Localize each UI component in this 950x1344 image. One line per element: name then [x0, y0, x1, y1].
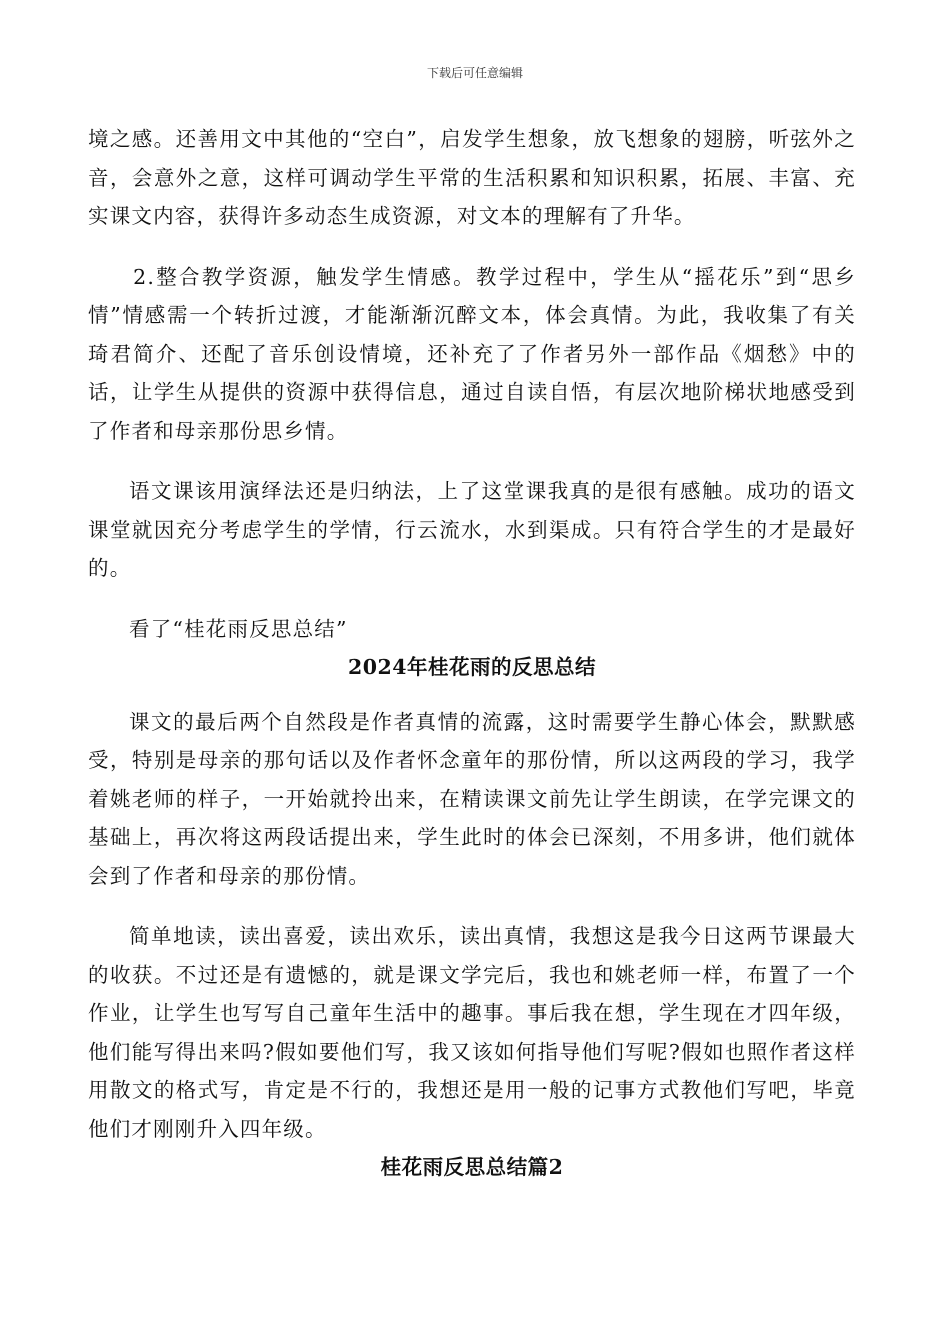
- paragraph-see-also: 看了“桂花雨反思总结”: [129, 616, 348, 641]
- section-heading-part2: 桂花雨反思总结篇2: [380, 1155, 564, 1179]
- section-heading-2024: 2024年桂花雨的反思总结: [347, 655, 597, 679]
- paragraph-numbered-2: 2.整合教学资源，触发学生情感。教学过程中，学生从“摇花乐”到“思乡情”情感需一个转折过渡，才能渐渐沉醉文本，体会真情。为此，我收集了有关琦君简介、还配了音乐创设情境，还补充了了作者另外一部作品《烟愁》中的话，让学生从提供的资源中获得信息，通过自读自悟，有层次地阶梯状地感受到了作者和母亲那份思乡情。: [88, 264, 856, 443]
- paragraph-continuation: 境之感。还善用文中其他的“空白”，启发学生想象，放飞想象的翅膀，听弦外之音，会意外之意，这样可调动学生平常的生活积累和知识积累，拓展、丰富、充实课文内容，获得许多动态生成资源，对文本的理解有了升华。: [88, 127, 856, 228]
- paragraph-last-sections: 课文的最后两个自然段是作者真情的流露，这时需要学生静心体会，默默感受，特别是母亲的那句话以及作者怀念童年的那份情，所以这两段的学习，我学着姚老师的样子，一开始就拎出来，在精读课文前先让学生朗读，在学完课文的基础上，再次将这两段话提出来，学生此时的体会已深刻，不用多讲，他们就体会到了作者和母亲的那份情。: [88, 709, 856, 888]
- paragraph-reflection: 语文课该用演绎法还是归纳法，上了这堂课我真的是很有感触。成功的语文课堂就因充分考虑学生的学情，行云流水，水到渠成。只有符合学生的才是最好的。: [88, 479, 856, 580]
- paragraph-harvest: 简单地读，读出喜爱，读出欢乐，读出真情，我想这是我今日这两节课最大的收获。不过还是有遗憾的，就是课文学完后，我也和姚老师一样，布置了一个作业，让学生也写写自己童年生活中的趣事。事后我在想，学生现在才四年级，他们能写得出来吗?假如要他们写，我又该如何指导他们写呢?假如也照作者这样用散文的格式写，肯定是不行的，我想还是用一般的记事方式教他们写吧，毕竟他们才刚刚升入四年级。: [88, 924, 856, 1141]
- document-body: [88, 120, 856, 1187]
- header-note: 下载后可任意编辑: [426, 66, 523, 80]
